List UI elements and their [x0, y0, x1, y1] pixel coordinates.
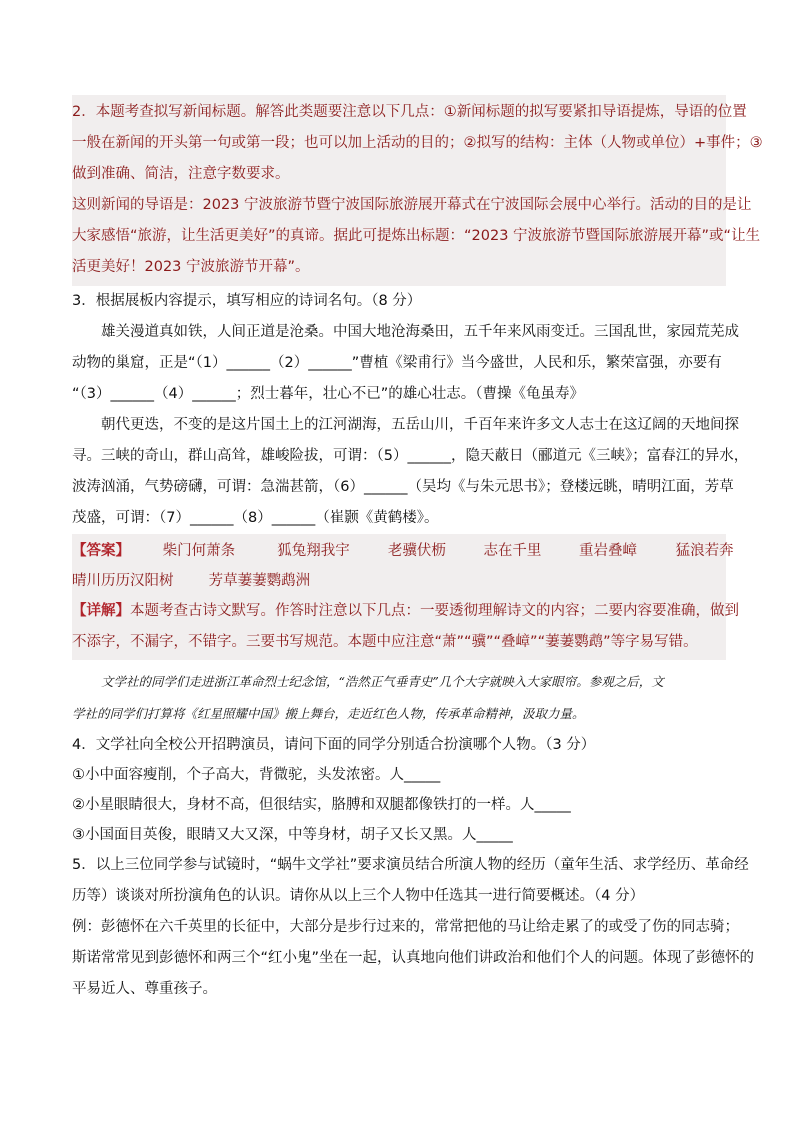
question-5-line: 历等）谈谈对所扮演角色的认识。请你从以上三个人物中任选其一进行简要概述。（4 分） [72, 888, 645, 904]
detail-line: 不添字，不漏字，不错字。三要书写规范。本题中应注意“萧”“骥”“叠嶂”“萋萋鹦鹉”等字易写错。 [72, 634, 698, 650]
paragraph-line: 动物的巢窟，正是“（1）______（2）______”曹植《梁甫行》当今盛世，人民和乐，繁荣富强，亦要有 [72, 355, 722, 371]
document-page [72, 95, 763, 1005]
paragraph-line: 波涛汹涌，气势磅礴，可谓：急湍甚箭，（6）______（吴均《与朱元思书》；登楼远眺，晴明江面，芳草 [72, 479, 734, 495]
question-4-title: 4．文学社向全校公开招聘演员，请问下面的同学分别适合扮演哪个人物。（3 分） [72, 737, 596, 753]
question-4-item: ③小国面目英俊，眼睛又大又深，中等身材，胡子又长又黑。人_____ [72, 827, 513, 843]
analysis-line: 这则新闻的导语是：2023 宁波旅游节暨宁波国际旅游展开幕式在宁波国际会展中心举行。活动的目的是让 [72, 197, 752, 213]
question-3-paragraph-1 [72, 317, 739, 410]
question-4-item: ②小星眼睛很大，身材不高，但很结实，胳膊和双腿都像铁打的一样。人_____ [72, 797, 571, 813]
answer-item: 狐兔翔我宇 [277, 543, 350, 559]
paragraph-line: 茂盛，可谓：（7）______（8）______（崔颢《黄鹤楼》。 [72, 510, 439, 526]
question-5-line: 5．以上三位同学参与试镜时，“蜗牛文学社”要求演员结合所演人物的经历（童年生活、求学经历、革命经 [72, 857, 749, 873]
analysis-line: 大家感悟“旅游，让生活更美好”的真谛。据此可提炼出标题：“2023 宁波旅游节暨国际旅游展开幕”或“让生 [72, 228, 761, 244]
answer-row [72, 536, 734, 566]
question-3-paragraph-2 [72, 410, 749, 534]
note-line: 学社的同学们打算将《红星照耀中国》搬上舞台，走近红色人物，传承革命精神，汲取力量。 [72, 706, 585, 721]
paragraph-line: “（3）______（4）______；烈士暮年，壮心不已”的雄心壮志。（曹操《龟虽寿》 [72, 386, 584, 402]
answer-item: 重岩叠嶂 [579, 543, 638, 559]
analysis-line: 活更美好！2023 宁波旅游节开幕”。 [72, 259, 310, 275]
answer-item: 晴川历历汉阳树 [72, 573, 174, 589]
analysis-block-q2 [72, 95, 763, 286]
question-5-line: 例：彭德怀在六千英里的长征中，大部分是步行过来的，常常把他的马让给走累了的或受了伤的同志骑； [72, 919, 739, 935]
answer-block-q3 [72, 534, 739, 660]
answer-item: 老骥伏枥 [387, 543, 446, 559]
answer-item: 猛浪若奔 [675, 543, 734, 559]
question-4-item: ①小中面容瘦削，个子高大，背微驼，头发浓密。人_____ [72, 767, 441, 783]
answer-item: 芳草萋萋鹦鹉洲 [208, 573, 311, 589]
analysis-line: 2．本题考查拟写新闻标题。解答此类题要注意以下几点：①新闻标题的拟写要紧扣导语提炼，导语的位置 [72, 104, 747, 120]
note-line: 文学社的同学们走进浙江革命烈士纪念馆，“浩然正气垂青史”几个大字就映入大家眼帘。参观之后，文 [101, 674, 664, 689]
answer-tag: 【答案】 [72, 543, 130, 559]
question-5 [72, 850, 755, 1005]
answer-row [72, 566, 726, 596]
answer-item: 志在千里 [483, 543, 542, 559]
detail-line [72, 596, 739, 627]
paragraph-line: 雄关漫道真如铁，人间正道是沧桑。中国大地沧海桑田，五千年来风雨变迁。三国乱世，家园荒芜成 [101, 324, 739, 340]
answer-item: 柴门何萧条 [162, 543, 236, 559]
question-5-line: 平易近人、尊重孩子。 [72, 981, 217, 997]
analysis-line: 一般在新闻的开头第一句或第一段；也可以加上活动的目的；②拟写的结构：主体（人物或单位）+事件；③ [72, 135, 763, 151]
question-3-title: 3．根据展板内容提示，填写相应的诗词名句。（8 分） [72, 293, 422, 309]
detail-tag: 【详解】 [72, 603, 130, 619]
analysis-line: 做到准确、简洁，注意字数要求。 [72, 166, 290, 182]
detail-text: 本题考查古诗文默写。作答时注意以下几点：一要透彻理解诗文的内容；二要内容要准确，做到 [130, 603, 739, 619]
question-5-line: 斯诺常常见到彭德怀和两三个“红小鬼”坐在一起，认真地向他们讲政治和他们个人的问题。体现了彭德怀的 [72, 950, 755, 966]
paragraph-line: 寻。三峡的奇山，群山高耸，雄峻险拔，可谓：（5）______，隐天蔽日（郦道元《三峡》；富春江的异水， [72, 448, 749, 464]
paragraph-line: 朝代更迭，不变的是这片国土上的江河湖海，五岳山川，千百年来许多文人志士在这辽阔的天地间探 [101, 417, 739, 433]
context-note [72, 666, 726, 730]
